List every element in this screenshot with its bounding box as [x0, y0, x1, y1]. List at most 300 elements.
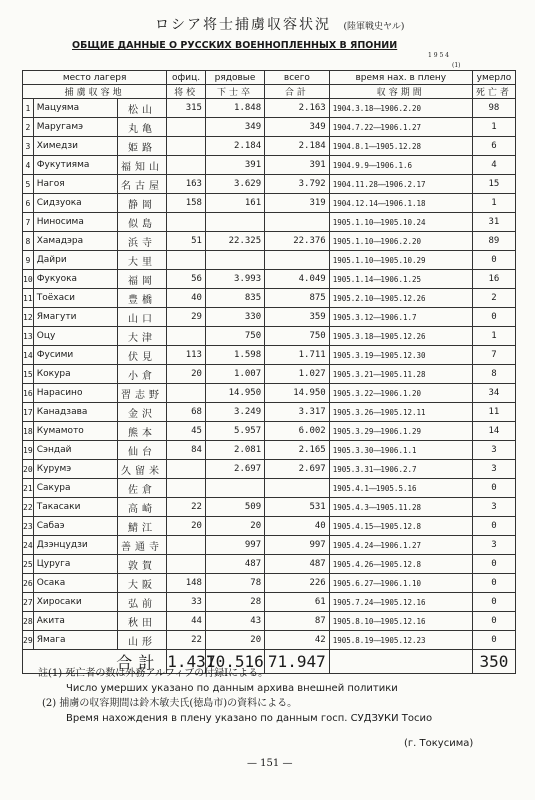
period	[329, 156, 472, 175]
col-period-jp: 収容期間	[329, 85, 472, 99]
privates-count: 78	[205, 574, 264, 593]
table-row	[23, 460, 516, 479]
officers-count	[167, 384, 206, 403]
period-arrow: ——	[373, 350, 381, 360]
camp-name-ru: Тоёхаси	[33, 289, 117, 308]
privates-count: 2.184	[205, 137, 264, 156]
row-number: 20	[23, 460, 34, 479]
period	[329, 384, 472, 403]
period-to: 1905.11.28	[380, 369, 426, 379]
period-from: 1905.4.26	[332, 559, 374, 569]
table-row	[23, 346, 516, 365]
row-number: 5	[23, 175, 34, 194]
period-from: 1905.4.1	[332, 483, 369, 493]
col-total-jp: 合計	[265, 85, 330, 99]
camp-name-jp: 秋田	[117, 612, 167, 631]
period-arrow: ——	[373, 388, 381, 398]
period-arrow: ——	[368, 502, 376, 512]
period-to: 1905.12.28	[375, 141, 422, 151]
corner-mark-2: (1)	[452, 62, 461, 69]
period	[329, 289, 472, 308]
dead-count: 0	[472, 308, 515, 327]
period	[329, 593, 472, 612]
totals-officers: 1.431	[167, 650, 206, 674]
officers-count	[167, 156, 206, 175]
camp-name-jp: 仙台	[117, 441, 167, 460]
total-count	[265, 479, 330, 498]
row-number: 29	[23, 631, 34, 650]
row-number: 1	[23, 99, 34, 118]
period	[329, 460, 472, 479]
privates-count: 997	[205, 536, 264, 555]
privates-count: 487	[205, 555, 264, 574]
row-number: 14	[23, 346, 34, 365]
dead-count: 0	[472, 612, 515, 631]
period	[329, 422, 472, 441]
period-from: 1905.4.15	[332, 521, 374, 531]
row-number: 24	[23, 536, 34, 555]
total-count: 359	[265, 308, 330, 327]
camp-name-ru: Акита	[33, 612, 117, 631]
period-to: 1906.1.18	[384, 198, 426, 208]
camp-name-jp: 敦賀	[117, 555, 167, 574]
corner-mark: 1 9 5 4	[428, 52, 449, 59]
dead-count: 0	[472, 479, 515, 498]
table-row	[23, 536, 516, 555]
total-count: 6.002	[265, 422, 330, 441]
camp-name-ru: Сакура	[33, 479, 117, 498]
table-row	[23, 574, 516, 593]
camp-name-jp: 弘前	[117, 593, 167, 612]
page-number: — 151 —	[247, 758, 293, 769]
privates-count	[205, 251, 264, 270]
officers-count: 68	[167, 403, 206, 422]
period-to: 1906.1.20	[380, 388, 422, 398]
period-arrow: ——	[373, 635, 381, 645]
officers-count: 22	[167, 631, 206, 650]
period-arrow: ——	[373, 464, 381, 474]
period-arrow: ——	[373, 407, 381, 417]
period	[329, 498, 472, 517]
privates-count: 28	[205, 593, 264, 612]
row-number: 23	[23, 517, 34, 536]
period-to: 1905.5.16	[375, 483, 417, 493]
table-row	[23, 327, 516, 346]
officers-count: 45	[167, 422, 206, 441]
officers-count: 20	[167, 517, 206, 536]
period-arrow: ——	[373, 122, 381, 132]
period-from: 1905.3.12	[332, 312, 374, 322]
privates-count: 161	[205, 194, 264, 213]
dead-count: 0	[472, 574, 515, 593]
totals-total: 71.947	[265, 650, 330, 674]
period-arrow: ——	[373, 312, 381, 322]
period	[329, 479, 472, 498]
period-to: 1905.12.8	[380, 521, 422, 531]
dead-count: 0	[472, 517, 515, 536]
period-to: 1905.12.23	[380, 635, 426, 645]
col-dead: умерло	[472, 71, 515, 85]
total-count: 2.163	[265, 99, 330, 118]
privates-count: 5.957	[205, 422, 264, 441]
table-row	[23, 251, 516, 270]
dead-count: 14	[472, 422, 515, 441]
pow-table	[22, 70, 516, 674]
officers-count	[167, 327, 206, 346]
period-to: 1905.12.11	[380, 407, 426, 417]
row-number: 28	[23, 612, 34, 631]
period	[329, 232, 472, 251]
period-arrow: ——	[373, 616, 381, 626]
period-to: 1905.10.24	[380, 217, 426, 227]
officers-count: 113	[167, 346, 206, 365]
col-total: всего	[265, 71, 330, 85]
period-from: 1905.3.31	[332, 464, 374, 474]
row-number: 26	[23, 574, 34, 593]
officers-count	[167, 137, 206, 156]
dead-count: 15	[472, 175, 515, 194]
table-row	[23, 270, 516, 289]
camp-name-jp: 丸亀	[117, 118, 167, 137]
note-1-ru: Число умерших указано по данным архива внешней политики	[66, 683, 398, 694]
officers-count: 20	[167, 365, 206, 384]
camp-name-jp: 山形	[117, 631, 167, 650]
totals-label: 合計	[23, 650, 167, 674]
row-number: 10	[23, 270, 34, 289]
camp-name-ru: Мацуяма	[33, 99, 117, 118]
dead-count: 3	[472, 498, 515, 517]
table-row	[23, 213, 516, 232]
note-2-jp	[38, 696, 432, 711]
period-from: 1905.1.14	[332, 274, 374, 284]
total-count: 61	[265, 593, 330, 612]
total-count: 319	[265, 194, 330, 213]
note-1-mark: 註(1)	[38, 668, 63, 679]
camp-name-ru: Дайри	[33, 251, 117, 270]
period-to: 1905.11.28	[375, 502, 422, 512]
japanese-title-text: ロシア将士捕虜収容状況	[155, 17, 331, 33]
camp-name-ru: Ниносима	[33, 213, 117, 232]
period	[329, 441, 472, 460]
dead-count: 3	[472, 441, 515, 460]
table-row	[23, 555, 516, 574]
privates-count: 349	[205, 118, 264, 137]
camp-name-ru: Курумэ	[33, 460, 117, 479]
officers-count: 315	[167, 99, 206, 118]
period	[329, 403, 472, 422]
privates-count: 1.007	[205, 365, 264, 384]
period-arrow: ——	[373, 559, 381, 569]
period-arrow: ——	[368, 141, 376, 151]
period-from: 1905.3.22	[332, 388, 374, 398]
table-row	[23, 308, 516, 327]
period-from: 1904.7.22	[332, 122, 374, 132]
camp-name-ru: Такасаки	[33, 498, 117, 517]
row-number: 19	[23, 441, 34, 460]
table-row	[23, 384, 516, 403]
period	[329, 99, 472, 118]
row-number: 21	[23, 479, 34, 498]
dead-count: 8	[472, 365, 515, 384]
total-count: 2.697	[265, 460, 330, 479]
privates-count: 330	[205, 308, 264, 327]
dead-count: 0	[472, 251, 515, 270]
camp-name-jp: 久留米	[117, 460, 167, 479]
row-number: 3	[23, 137, 34, 156]
period-from: 1905.4.3	[332, 502, 369, 512]
period	[329, 213, 472, 232]
period-from: 1905.1.10	[332, 236, 374, 246]
camp-name-ru: Сабаэ	[33, 517, 117, 536]
officers-count: 56	[167, 270, 206, 289]
row-number: 7	[23, 213, 34, 232]
period-from: 1905.1.10	[332, 217, 374, 227]
dead-count: 34	[472, 384, 515, 403]
officers-count	[167, 118, 206, 137]
camp-name-ru: Химедзи	[33, 137, 117, 156]
officers-count: 148	[167, 574, 206, 593]
camp-name-ru: Кумамото	[33, 422, 117, 441]
table-row	[23, 137, 516, 156]
officers-count: 44	[167, 612, 206, 631]
total-count: 1.711	[265, 346, 330, 365]
period-to: 1906.2.17	[384, 179, 426, 189]
table-row	[23, 631, 516, 650]
period-from: 1904.8.1	[332, 141, 369, 151]
table-row	[23, 118, 516, 137]
period-to: 1905.12.26	[380, 331, 426, 341]
table-row	[23, 441, 516, 460]
period-from: 1905.7.24	[332, 597, 374, 607]
note-2-jp-text: 捕虜の収容期間は鈴木敏夫氏(徳島市)の資料による。	[59, 698, 298, 709]
officers-count: 163	[167, 175, 206, 194]
privates-count: 20	[205, 517, 264, 536]
total-count: 3.792	[265, 175, 330, 194]
period-arrow: ——	[373, 540, 381, 550]
table-row	[23, 365, 516, 384]
period	[329, 346, 472, 365]
row-number: 27	[23, 593, 34, 612]
total-count: 42	[265, 631, 330, 650]
officers-count	[167, 251, 206, 270]
camp-name-ru: Хамадэра	[33, 232, 117, 251]
table-row	[23, 612, 516, 631]
period-from: 1905.8.10	[332, 616, 374, 626]
period-arrow: ——	[373, 597, 381, 607]
officers-count: 33	[167, 593, 206, 612]
officers-count: 158	[167, 194, 206, 213]
dead-count: 6	[472, 137, 515, 156]
privates-count: 43	[205, 612, 264, 631]
officers-count: 40	[167, 289, 206, 308]
period-from: 1904.9.9	[332, 160, 369, 170]
table-row	[23, 194, 516, 213]
period-from: 1905.8.19	[332, 635, 374, 645]
col-period: время нах. в плену	[329, 71, 472, 85]
col-officers-jp: 将校	[167, 85, 206, 99]
camp-name-ru: Сидзуока	[33, 194, 117, 213]
period-arrow: ——	[373, 274, 381, 284]
table-row	[23, 175, 516, 194]
period-from: 1905.2.10	[332, 293, 374, 303]
note-2-mark: (2)	[42, 698, 57, 709]
russian-title: ОБЩИЕ ДАННЫЕ О РУССКИХ ВОЕННОПЛЕННЫХ В ЯПОНИИ	[72, 40, 398, 51]
total-count: 226	[265, 574, 330, 593]
privates-count: 1.598	[205, 346, 264, 365]
camp-name-ru: Нарасино	[33, 384, 117, 403]
camp-name-ru: Нагоя	[33, 175, 117, 194]
privates-count: 750	[205, 327, 264, 346]
row-number: 13	[23, 327, 34, 346]
camp-name-jp: 福知山	[117, 156, 167, 175]
dead-count: 1	[472, 118, 515, 137]
notes	[38, 666, 432, 726]
camp-name-ru: Сэндай	[33, 441, 117, 460]
total-count: 2.184	[265, 137, 330, 156]
period-arrow: ——	[377, 179, 385, 189]
period-from: 1905.3.19	[332, 350, 374, 360]
period-from: 1905.3.26	[332, 407, 374, 417]
period-to: 1905.12.26	[380, 293, 426, 303]
table-row	[23, 479, 516, 498]
total-count: 487	[265, 555, 330, 574]
col-privates: рядовые	[205, 71, 264, 85]
officers-count	[167, 536, 206, 555]
period-arrow: ——	[373, 426, 381, 436]
table-row	[23, 156, 516, 175]
camp-name-jp: 大阪	[117, 574, 167, 593]
col-camp-jp: 捕虜収容地	[23, 85, 167, 99]
period-from: 1904.3.18	[332, 103, 374, 113]
period-to: 1906.2.20	[380, 236, 422, 246]
period-from: 1905.4.24	[332, 540, 374, 550]
camp-name-jp: 善通寺	[117, 536, 167, 555]
camp-name-jp: 福岡	[117, 270, 167, 289]
period	[329, 517, 472, 536]
privates-count: 3.249	[205, 403, 264, 422]
camp-name-jp: 佐倉	[117, 479, 167, 498]
dead-count: 31	[472, 213, 515, 232]
total-count: 391	[265, 156, 330, 175]
row-number: 11	[23, 289, 34, 308]
period-to: 1906.1.10	[380, 578, 422, 588]
period-to: 1905.12.8	[380, 559, 422, 569]
dead-count: 3	[472, 536, 515, 555]
camp-name-ru: Фукуока	[33, 270, 117, 289]
camp-name-ru: Ямага	[33, 631, 117, 650]
period	[329, 175, 472, 194]
total-count: 40	[265, 517, 330, 536]
camp-name-jp: 似島	[117, 213, 167, 232]
dead-count: 1	[472, 194, 515, 213]
total-count	[265, 213, 330, 232]
period-to: 1906.1.27	[380, 540, 422, 550]
camp-name-ru: Ямагути	[33, 308, 117, 327]
dead-count: 89	[472, 232, 515, 251]
dead-count: 0	[472, 593, 515, 612]
period-to: 1905.12.16	[380, 597, 426, 607]
total-count: 531	[265, 498, 330, 517]
period	[329, 118, 472, 137]
camp-name-jp: 小倉	[117, 365, 167, 384]
period-arrow: ——	[373, 445, 381, 455]
period-arrow: ——	[373, 578, 381, 588]
period	[329, 137, 472, 156]
period-to: 1906.2.7	[380, 464, 417, 474]
note-2-ru: Время нахождения в плену указано по данным госп. СУДЗУКИ Тосио	[66, 713, 433, 724]
camp-name-ru: Дзэнцудзи	[33, 536, 117, 555]
camp-name-ru: Оцу	[33, 327, 117, 346]
period	[329, 251, 472, 270]
table-row	[23, 99, 516, 118]
dead-count: 98	[472, 99, 515, 118]
total-count: 3.317	[265, 403, 330, 422]
period	[329, 555, 472, 574]
header-row-ru	[23, 71, 516, 85]
totals-dead: 350	[472, 650, 515, 674]
privates-count	[205, 479, 264, 498]
period-from: 1905.6.27	[332, 578, 374, 588]
camp-name-jp: 姫路	[117, 137, 167, 156]
period-from: 1905.3.18	[332, 331, 374, 341]
period-from: 1905.1.10	[332, 255, 374, 265]
total-count: 14.950	[265, 384, 330, 403]
period	[329, 631, 472, 650]
period-arrow: ——	[373, 369, 381, 379]
privates-count: 509	[205, 498, 264, 517]
privates-count: 835	[205, 289, 264, 308]
period-arrow: ——	[373, 331, 381, 341]
note-1-jp	[38, 666, 432, 681]
camp-name-jp: 高崎	[117, 498, 167, 517]
period-from: 1905.3.29	[332, 426, 374, 436]
totals-privates: 70.516	[205, 650, 264, 674]
camp-name-jp: 伏見	[117, 346, 167, 365]
period	[329, 327, 472, 346]
col-dead-jp: 死亡者	[472, 85, 515, 99]
dead-count: 0	[472, 631, 515, 650]
camp-name-jp: 鯖江	[117, 517, 167, 536]
dead-count: 1	[472, 327, 515, 346]
camp-name-ru: Маругамэ	[33, 118, 117, 137]
period-arrow: ——	[373, 293, 381, 303]
col-privates-jp: 下士卒	[205, 85, 264, 99]
dead-count: 0	[472, 555, 515, 574]
period-arrow: ——	[368, 160, 376, 170]
period-arrow: ——	[373, 521, 381, 531]
period-to: 1906.2.20	[380, 103, 422, 113]
camp-name-jp: 熊本	[117, 422, 167, 441]
camp-name-jp: 名古屋	[117, 175, 167, 194]
row-number: 18	[23, 422, 34, 441]
dead-count: 7	[472, 346, 515, 365]
total-count: 349	[265, 118, 330, 137]
camp-name-ru: Кокура	[33, 365, 117, 384]
row-number: 22	[23, 498, 34, 517]
camp-name-jp: 山口	[117, 308, 167, 327]
period-arrow: ——	[377, 198, 385, 208]
officers-count: 22	[167, 498, 206, 517]
total-count: 1.027	[265, 365, 330, 384]
note-1-jp-text: 死亡者の数は外務アルフィブの付録Ⅰによる。	[65, 668, 269, 679]
col-camp: место лагеря	[23, 71, 167, 85]
total-count: 4.049	[265, 270, 330, 289]
officers-count	[167, 555, 206, 574]
period-arrow: ——	[373, 217, 381, 227]
japanese-title	[155, 14, 404, 34]
dead-count: 3	[472, 460, 515, 479]
camp-name-ru: Фукутияма	[33, 156, 117, 175]
